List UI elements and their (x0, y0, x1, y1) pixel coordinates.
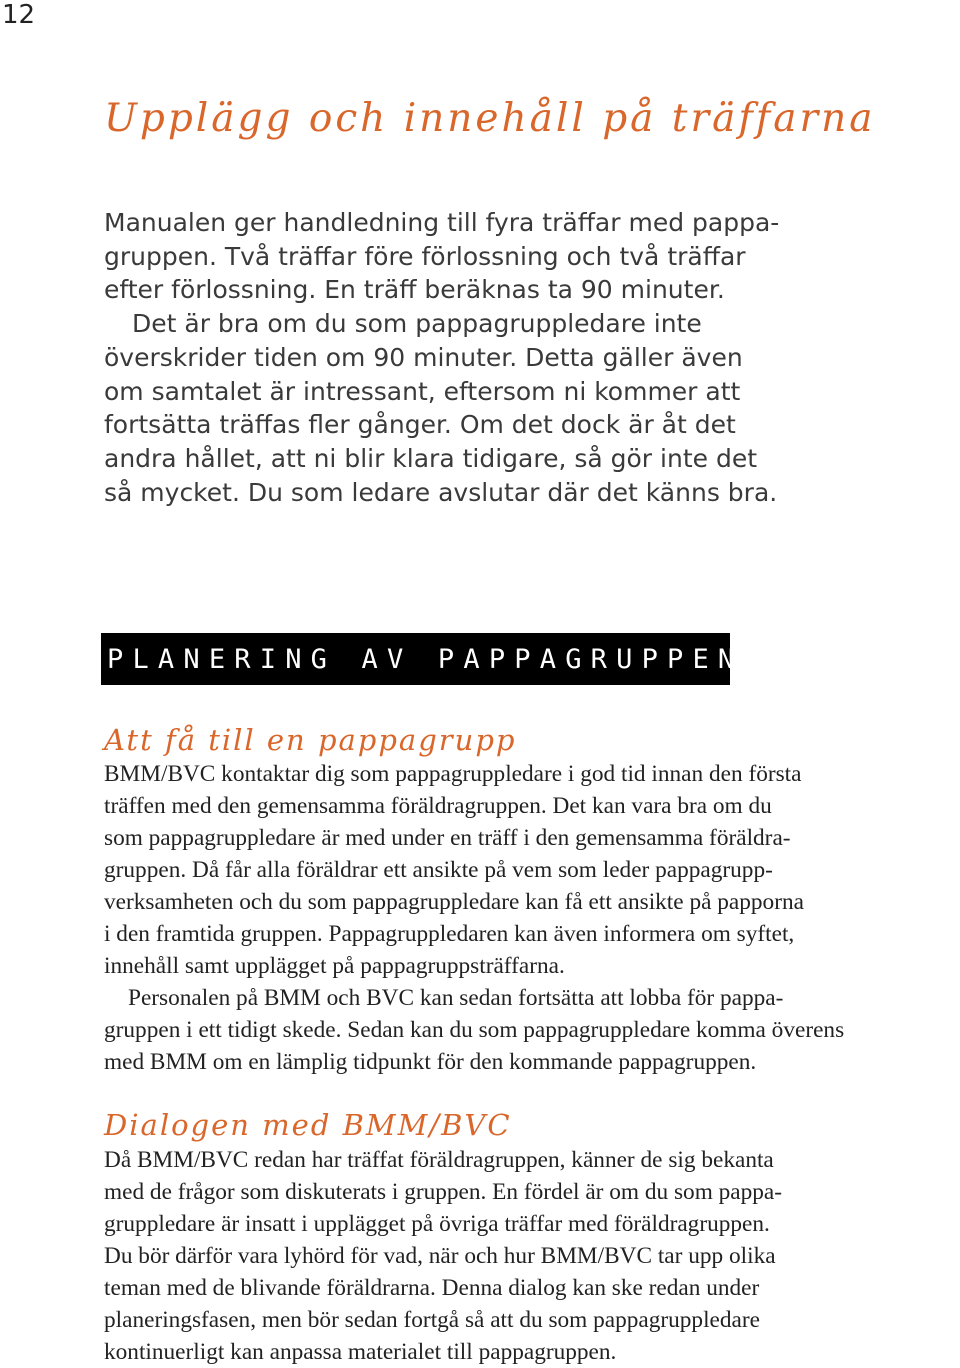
section-heading: PLANERING AV PAPPAGRUPPEN (107, 644, 744, 675)
body-line: i den framtida gruppen. Pappagruppledaren kan även informera om syftet, (104, 921, 795, 947)
subsection-heading-recruitment: Att få till en pappagrupp (104, 723, 517, 757)
subsection-heading-dialogue: Dialogen med BMM/BVC (104, 1108, 512, 1142)
body-line: innehåll samt upplägget på pappagruppsträffarna. (104, 953, 565, 979)
body-line: Då BMM/BVC redan har träffat föräldragruppen, känner de sig bekanta (104, 1147, 774, 1173)
intro-line: om samtalet är intressant, eftersom ni kommer att (104, 376, 741, 406)
body-line: BMM/BVC kontaktar dig som pappagruppledare i god tid innan den första (104, 761, 802, 787)
body-line: med de frågor som diskuterats i gruppen. En fördel är om du som pappa- (104, 1179, 783, 1205)
body-line: Personalen på BMM och BVC kan sedan fortsätta att lobba för pappa- (128, 985, 784, 1011)
intro-line: Det är bra om du som pappagruppledare inte (132, 309, 702, 339)
body-line: som pappagruppledare är med under en träff i den gemensamma föräldra- (104, 825, 791, 851)
intro-line: andra hållet, att ni blir klara tidigare, så gör inte det (104, 443, 758, 473)
intro-line: så mycket. Du som ledare avslutar där det känns bra. (104, 477, 778, 507)
page-number: 12 (2, 0, 36, 30)
body-line: verksamheten och du som pappagruppledare kan få ett ansikte på papporna (104, 889, 804, 915)
page-title: Upplägg och innehåll på träffarna (104, 96, 876, 141)
body-line: gruppledare är insatt i upplägget på övriga träffar med föräldragruppen. (104, 1211, 770, 1237)
body-line: teman med de blivande föräldrarna. Denna dialog kan ske redan under (104, 1275, 760, 1301)
intro-line: fortsätta träffas fler gånger. Om det dock är åt det (104, 410, 736, 440)
intro-line: Manualen ger handledning till fyra träffar med pappa- (104, 208, 780, 237)
intro-paragraph (104, 206, 904, 509)
subsection-body-recruitment (104, 758, 960, 1078)
body-line: planeringsfasen, men bör sedan fortgå så att du som pappagruppledare (104, 1307, 760, 1333)
subsection-body-dialogue (104, 1144, 960, 1368)
body-line: Du bör därför vara lyhörd för vad, när och hur BMM/BVC tar upp olika (104, 1243, 776, 1269)
body-line: gruppen i ett tidigt skede. Sedan kan du som pappagruppledare komma överens (104, 1017, 845, 1043)
intro-line: överskrider tiden om 90 minuter. Detta gäller även (104, 342, 743, 372)
body-line: träffen med den gemensamma föräldragruppen. Det kan vara bra om du (104, 793, 772, 819)
body-line: med BMM om en lämplig tidpunkt för den kommande pappagruppen. (104, 1049, 757, 1075)
body-line: kontinuerligt kan anpassa materialet till pappagruppen. (104, 1339, 617, 1365)
section-heading-banner (101, 633, 744, 685)
body-line: gruppen. Då får alla föräldrar ett ansikte på vem som leder pappagrupp- (104, 857, 773, 883)
intro-line: gruppen. Två träffar före förlossning och två träffar (104, 241, 746, 271)
intro-line: efter förlossning. En träff beräknas ta 90 minuter. (104, 275, 725, 305)
